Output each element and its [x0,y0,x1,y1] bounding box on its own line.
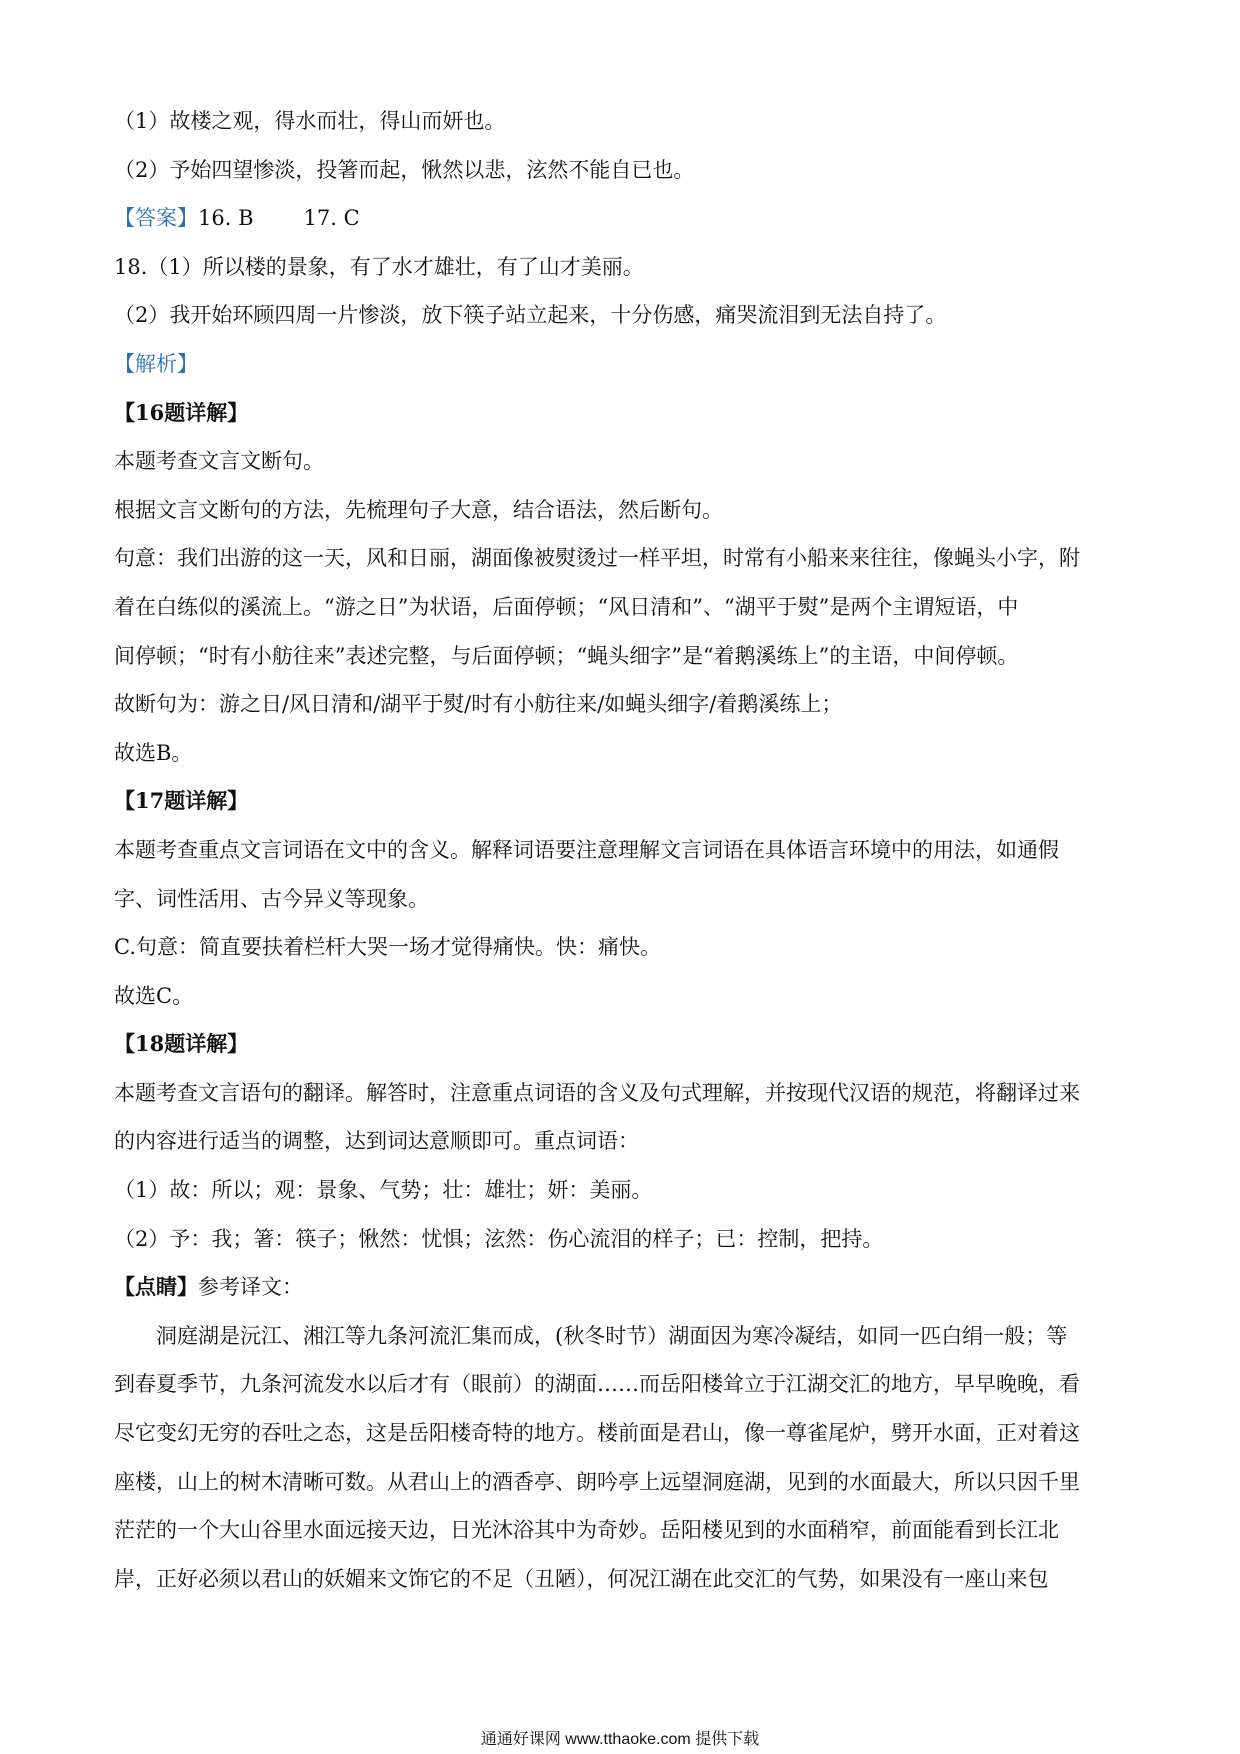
dianjing-text: 参考译文： [198,1275,303,1300]
translation-line: 尽它变幻无穷的吞吐之态，这是岳阳楼奇特的地方。楼前面是君山，像一尊雀尾炉，劈开水面，正对着这 [114,1421,1080,1446]
translation-line: 岸，正好必须以君山的妖媚来文饰它的不足（丑陋），何况江湖在此交汇的气势，如果没有一座山来包 [114,1566,1049,1591]
text-line: 间停顿；“时有小舫往来”表述完整，与后面停顿；“蝇头细字”是“着鹅溪练上”的主语，中间停顿。 [114,643,1019,668]
text-line: 故选B。 [114,740,193,765]
text-line: （2）予始四望惨淡，投箸而起，愀然以悲，泫然不能自已也。 [114,157,695,182]
text-line: 本题考查文言语句的翻译。解答时，注意重点词语的含义及句式理解，并按现代汉语的规范，将翻译过来 [114,1080,1080,1105]
translation-line: 茫茫的一个大山谷里水面远接天边，日光沐浴其中为奇妙。岳阳楼见到的水面稍窄，前面能看到长江北 [114,1518,1059,1543]
text-line: 故选C。 [114,983,194,1008]
q16-heading: 【16题详解】 [114,399,249,425]
text-line: 本题考查文言文断句。 [114,449,324,474]
text-line: 18.（1）所以楼的景象，有了水才雄壮，有了山才美丽。 [114,254,644,279]
text-line: 的内容进行适当的调整，达到词达意顺即可。重点词语： [114,1129,639,1154]
text-line: 本题考查重点文言词语在文中的含义。解释词语要注意理解文言词语在具体语言环境中的用法，如通假 [114,837,1059,862]
page-footer: 通通好课网 www.tthaoke.com 提供下载 [480,1731,760,1748]
answer-16: 16. B [198,206,254,231]
text-line: 字、词性活用、古今异义等现象。 [114,886,429,911]
text-line: （1）故：所以；观：景象、气势；壮：雄壮；妍：美丽。 [114,1178,653,1203]
text-line: （1）故楼之观，得水而壮，得山而妍也。 [114,109,506,133]
translation-line: 到春夏季节，九条河流发水以后才有（眼前）的湖面……而岳阳楼耸立于江湖交汇的地方，早早晚晚，看 [114,1372,1080,1397]
q18-heading: 【18题详解】 [114,1031,249,1057]
translation-line: 洞庭湖是沅江、湘江等九条河流汇集而成，(秋冬时节）湖面因为寒冷凝结，如同一匹白绢一般；等 [156,1323,1068,1348]
text-line: （2）我开始环顾四周一片惨淡，放下筷子站立起来，十分伤感，痛哭流泪到无法自持了。 [114,303,947,328]
text-line: C.句意：简直要扶着栏杆大哭一场才觉得痛快。快：痛快。 [114,935,661,960]
answer-line [114,194,1124,243]
text-line: 根据文言文断句的方法，先梳理句子大意，结合语法，然后断句。 [114,497,723,522]
answer-tag: 【答案】 [114,206,198,231]
translation-line: 座楼，山上的树木清晰可数。从君山上的酒香亭、朗吟亭上远望洞庭湖，见到的水面最大，所以只因千里 [114,1469,1080,1494]
text-line: （2）予：我；箸：筷子；愀然：忧惧；泫然：伤心流泪的样子；已：控制，把持。 [114,1226,884,1251]
text-line: 着在白练似的溪流上。“游之日”为状语，后面停顿；“风日清和”、“湖平于熨”是两个主谓短语，中 [114,594,1019,619]
q17-heading: 【17题详解】 [114,788,249,814]
text-line: 故断句为：游之日/风日清和/湖平于熨/时有小舫往来/如蝇头细字/着鹅溪练上； [114,692,843,717]
text-line: 句意：我们出游的这一天，风和日丽，湖面像被熨烫过一样平坦，时常有小船来来往往，像蝇头小字，附 [114,546,1080,571]
dianjing-tag: 【点睛】 [114,1274,198,1300]
document-body [114,97,1124,1603]
answer-17: 17. C [303,206,360,231]
analysis-tag: 【解析】 [114,351,198,376]
dianjing-line [114,1263,1124,1312]
